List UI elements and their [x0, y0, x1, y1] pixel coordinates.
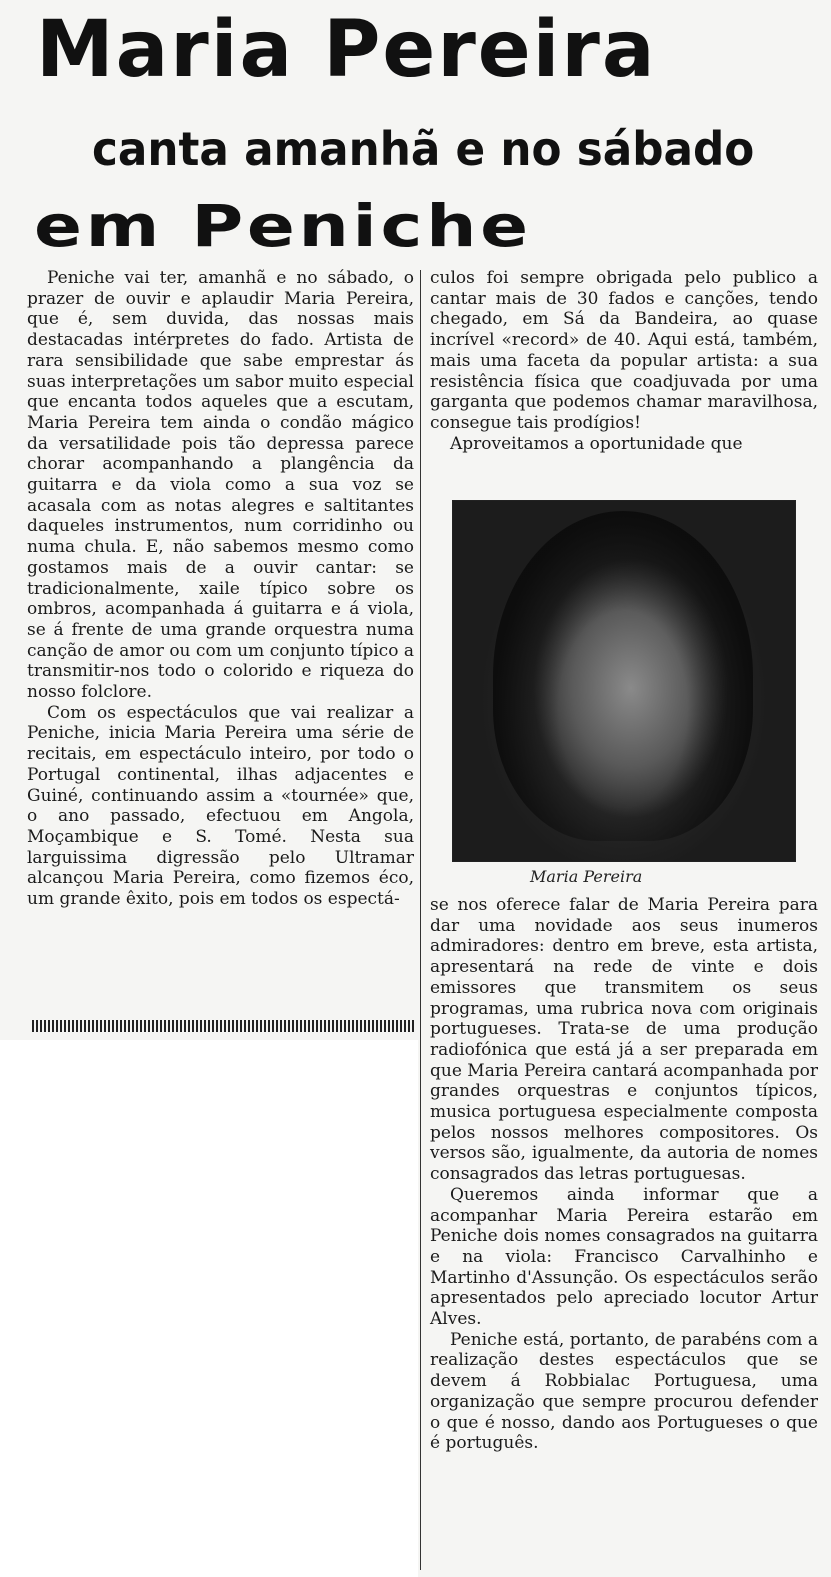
article-paragraph-continuation: culos foi sempre obrigada pelo publico a cantar mais de 30 fados e canções, tendo chegado, em Sá da Bandeira, ao quase incrível «record» de 40. Aqui está, também, mais uma faceta da popular artista: a sua resistência física que coadjuvada por uma garganta que podemos chamar maravilhosa, consegue tais prodígios!: [430, 268, 818, 433]
article-paragraph: Aproveitamos a oportunidade que: [450, 433, 743, 454]
decorative-border: [32, 1020, 414, 1032]
headline-name: Maria Pereira: [36, 5, 657, 95]
right-column-top: [430, 268, 818, 454]
right-column-bottom: [430, 895, 818, 1454]
portrait-photo: [452, 500, 796, 862]
left-column: [27, 268, 414, 1018]
article-paragraph: Com os espectáculos que vai realizar a Peniche, inicia Maria Pereira uma série de recitais, em espectáculo inteiro, por todo o Portugal continental, ilhas adjacentes e Guiné, continuando assim a «tournée» que, o ano passado, efectuou em Angola, Moçambique e S. Tomé. Nesta sua larguissima digressão pelo Ultramar alcançou Maria Pereira, como fizemos éco, um grande êxito, pois em todos os espectá-: [27, 702, 414, 910]
headline-subtitle: canta amanhã e no sábado: [92, 122, 755, 176]
article-paragraph: Peniche vai ter, amanhã e no sábado, o prazer de ouvir e aplaudir Maria Pereira, que é, sem duvida, das nossas mais destacadas intérpretes do fado. Artista de rara sensibilidade que sabe emprestar ás suas interpretações um sabor muito especial que encanta todos aqueles que a escutam, Maria Pereira tem ainda o condão mágico da versatilidade pois tão depressa parece chorar acompanhando a plangência da guitarra e da viola como a sua voz se acasala com as notas alegres e saltitantes daqueles instrumentos, num corridinho ou numa chula. E, não sabemos mesmo como gostamos mais de a ouvir cantar: se tradicionalmente, xaile típico sobre os ombros, acompanhada á guitarra e á viola, se á frente de uma grande orquestra numa canção de amor ou com um conjunto típico a transmitir-nos todo o colorido e riqueza do nosso folclore.: [27, 268, 414, 703]
photo-caption: Maria Pereira: [530, 867, 643, 886]
article-paragraph-continuation: se nos oferece falar de Maria Pereira para dar uma novidade aos seus inumeros admiradores: dentro em breve, esta artista, apresentará na rede de vinte e dois emissores que transmitem os seus programas, uma rubrica nova com originais portugueses. Trata-se de uma produção radiofónica que está já a ser preparada em que Maria Pereira cantará acompanhada por grandes orquestras e conjuntos típicos, musica portuguesa especialmente composta pelos nossos melhores compositores. Os versos são, igualmente, da autoria de nomes consagrados das letras portuguesas.: [430, 895, 818, 1185]
article-paragraph: Queremos ainda informar que a acompanhar Maria Pereira estarão em Peniche dois nomes consagrados na guitarra e na viola: Francisco Carvalhinho e Martinho d'Assunção. Os espectáculos serão apresentados pelo apreciado locutor Artur Alves.: [430, 1184, 818, 1330]
headline-location: em Peniche: [34, 192, 532, 260]
column-divider: [420, 270, 421, 1570]
article-paragraph: Peniche está, portanto, de parabéns com a realização destes espectáculos que se devem á Robbialac Portuguesa, uma organização que sempre procurou defender o que é nosso, dando aos Portugueses o que é português.: [430, 1329, 818, 1454]
portrait-silhouette: [493, 511, 753, 841]
